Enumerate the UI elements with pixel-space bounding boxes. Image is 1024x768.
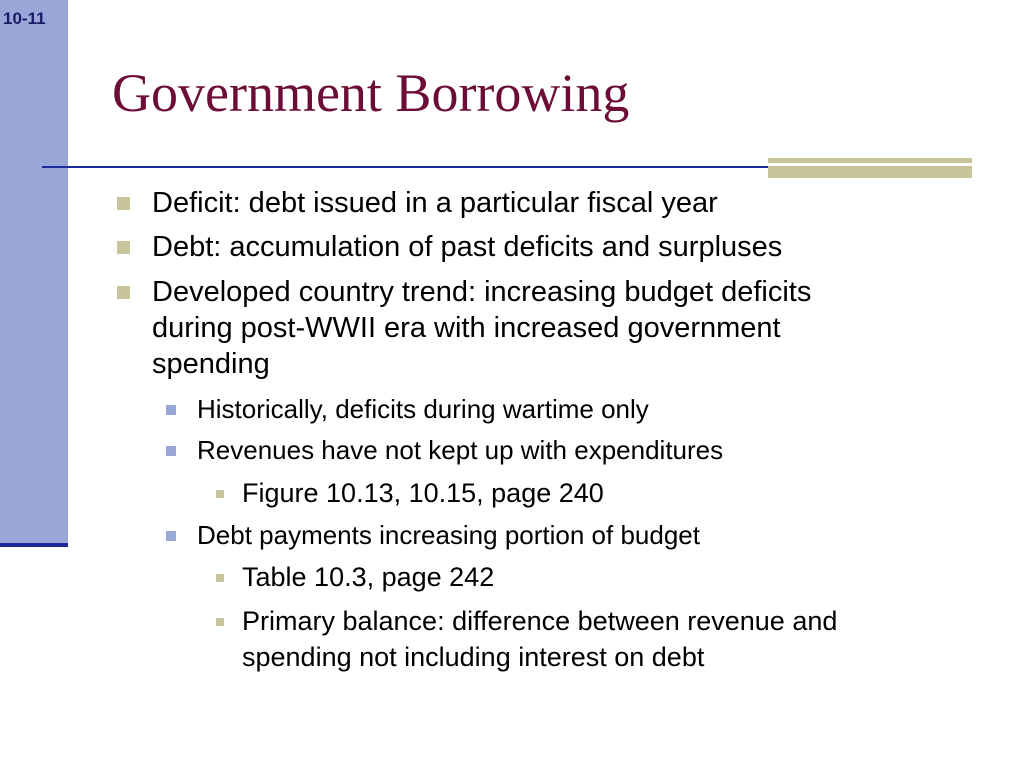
bullet-text: Debt: accumulation of past deficits and surpluses bbox=[152, 231, 783, 263]
square-bullet-icon bbox=[166, 405, 176, 415]
square-bullet-icon bbox=[166, 446, 176, 456]
bullet-text: Primary balance: difference between revenue and bbox=[242, 606, 838, 636]
square-bullet-icon bbox=[216, 618, 224, 626]
slide-title: Government Borrowing bbox=[112, 63, 630, 123]
square-bullet-icon bbox=[117, 197, 130, 210]
bullet-text: Debt payments increasing portion of budget bbox=[197, 520, 700, 550]
bullet-text: spending not including interest on debt bbox=[242, 642, 705, 672]
square-bullet-icon bbox=[117, 286, 130, 299]
bullet-text: Revenues have not kept up with expenditures bbox=[197, 435, 724, 465]
square-bullet-icon bbox=[166, 531, 176, 541]
bullet-text: Developed country trend: increasing budget deficits bbox=[152, 276, 812, 308]
bullet-text: Table 10.3, page 242 bbox=[242, 562, 495, 592]
bullet-text: Deficit: debt issued in a particular fiscal year bbox=[152, 187, 718, 219]
bullet-text: spending bbox=[152, 348, 270, 380]
square-bullet-icon bbox=[117, 241, 130, 254]
bullet-text: Figure 10.13, 10.15, page 240 bbox=[242, 478, 604, 508]
bullet-text: Historically, deficits during wartime only bbox=[197, 394, 649, 424]
bullet-text: during post-WWII era with increased government bbox=[152, 312, 781, 344]
slide-number: 10-11 bbox=[3, 9, 46, 28]
square-bullet-icon bbox=[216, 574, 224, 582]
square-bullet-icon bbox=[216, 490, 224, 498]
